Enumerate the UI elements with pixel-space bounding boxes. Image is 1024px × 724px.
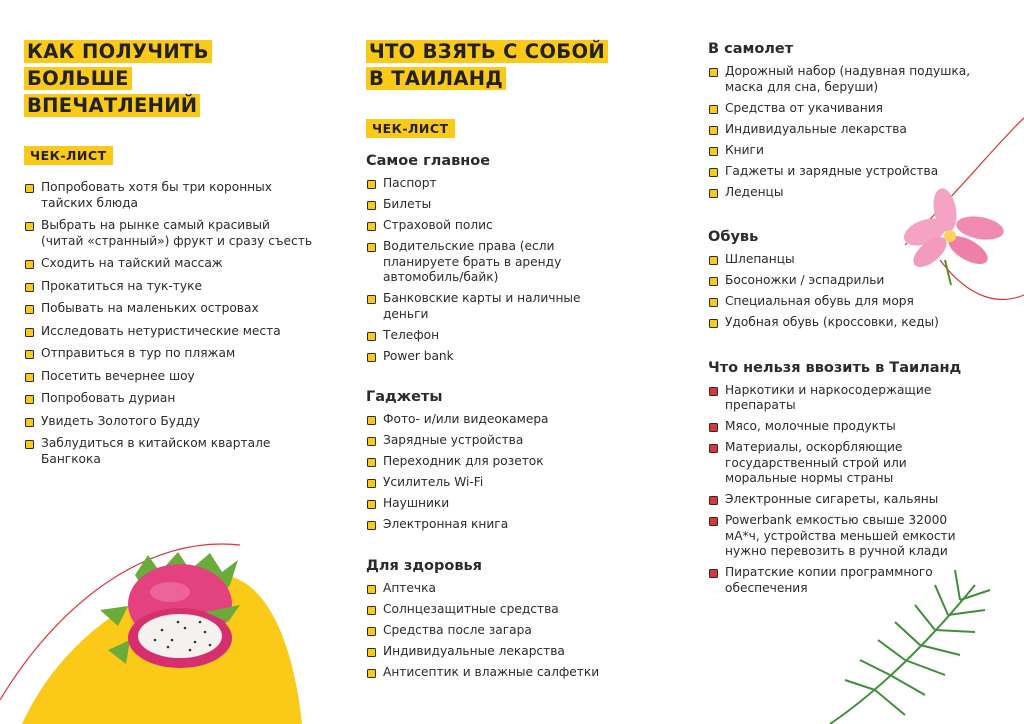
checkbox-icon xyxy=(367,332,376,341)
checkbox-icon xyxy=(25,305,34,314)
checkbox-icon xyxy=(709,168,718,177)
section-title: Самое главное xyxy=(366,153,491,169)
checklist-item-label: Попробовать хотя бы три коронных тайских блюда xyxy=(41,180,272,210)
dragon-fruit-illustration xyxy=(100,552,240,668)
checklist-section xyxy=(366,152,626,364)
checklist-item xyxy=(366,644,626,660)
checkbox-icon xyxy=(25,418,34,427)
checklist-item-label: Отправиться в тур по пляжам xyxy=(41,346,236,360)
checklist-item xyxy=(366,623,626,639)
checklist-item xyxy=(708,565,978,596)
checklist-item xyxy=(24,218,314,249)
checklist-item-label: Побывать на маленьких островах xyxy=(41,301,259,315)
checklist-item xyxy=(24,180,314,211)
column-impressions xyxy=(24,38,314,474)
checklist-item-label: Банковские карты и наличные деньги xyxy=(383,291,581,321)
checklist-item-label: Попробовать дуриан xyxy=(41,391,176,405)
checklist-item-label: Средства от укачивания xyxy=(725,100,883,115)
checklist-item-label: Средства после загара xyxy=(383,622,532,637)
checkbox-icon xyxy=(25,395,34,404)
checklist-item xyxy=(366,496,626,512)
checkbox-icon xyxy=(25,283,34,292)
checkbox-icon xyxy=(367,648,376,657)
section-title: Для здоровья xyxy=(366,557,482,574)
section-list xyxy=(366,176,626,364)
checklist-item-label: Индивидуальные лекарства xyxy=(383,643,565,658)
checklist-item-label: Леденцы xyxy=(725,184,784,199)
checklist-item-label: Солнцезащитные средства xyxy=(383,601,559,616)
checklist-item-label: Босоножки / эспадрильи xyxy=(725,273,885,287)
section-list xyxy=(366,412,626,533)
section-list xyxy=(708,383,978,597)
checklist-section xyxy=(708,359,978,597)
checklist-item xyxy=(708,101,978,117)
checklist-item-label: Увидеть Золотого Будду xyxy=(41,413,201,428)
checklist-item-label: Специальная обувь для моря xyxy=(725,294,914,308)
checkbox-icon xyxy=(25,222,34,231)
checklist-item-label: Переходник для розеток xyxy=(383,454,544,468)
checklist-item xyxy=(708,492,978,508)
checklist-item-label: Пиратские копии программного обеспечения xyxy=(725,565,933,595)
checklist-item-label: Индивидуальные лекарства xyxy=(725,121,907,136)
checkbox-icon xyxy=(367,295,376,304)
checkbox-icon xyxy=(367,416,376,425)
checkbox-icon xyxy=(367,353,376,362)
checkbox-icon xyxy=(367,201,376,210)
checklist-section xyxy=(366,557,626,681)
checklist-item xyxy=(708,294,978,310)
checklist-item-label: Паспорт xyxy=(383,176,437,190)
checkbox-icon xyxy=(367,479,376,488)
checklist-tag: ЧЕК-ЛИСТ xyxy=(24,146,113,165)
section-title: Что нельзя ввозить в Таиланд xyxy=(708,359,962,376)
checkbox-icon xyxy=(25,328,34,337)
section-title: В самолет xyxy=(708,41,794,57)
checklist-item xyxy=(24,414,314,430)
headline-what-to-take: ЧТО ВЗЯТЬ С СОБОЙ В ТАИЛАНД xyxy=(366,38,606,92)
checklist-section xyxy=(366,388,626,533)
checkbox-icon xyxy=(25,350,34,359)
checklist-item-label: Электронная книга xyxy=(383,517,509,531)
checkbox-icon xyxy=(709,517,718,526)
checkbox-icon xyxy=(367,500,376,509)
checklist-item-label: Посетить вечернее шоу xyxy=(41,368,195,383)
take-sections xyxy=(366,152,626,680)
checklist-item xyxy=(366,291,626,322)
checkbox-icon xyxy=(367,606,376,615)
checklist-item-label: Мясо, молочные продукты xyxy=(725,419,896,433)
checkbox-icon xyxy=(709,444,718,453)
checklist-item-label: Водительские права (если планируете брать в аренду автомобиль/байк) xyxy=(383,239,562,284)
checklist-item xyxy=(366,475,626,491)
checklist-item xyxy=(708,252,978,268)
checklist-item-label: Прокатиться на тук-туке xyxy=(41,278,202,293)
checklist-item xyxy=(366,433,626,449)
checklist-item xyxy=(24,369,314,385)
checkbox-icon xyxy=(25,184,34,193)
checklist-item-label: Фото- и/или видеокамера xyxy=(383,412,549,426)
section-title: Гаджеты xyxy=(366,389,443,405)
checklist-item xyxy=(366,349,626,365)
category-sections xyxy=(708,40,978,596)
checkbox-icon xyxy=(709,256,718,265)
checklist-item-label: Удобная обувь (кроссовки, кеды) xyxy=(725,315,939,329)
checkbox-icon xyxy=(709,423,718,432)
checklist-item-label: Powerbank емкостью свыше 32000 мА*ч, устройства меньшей емкости нужно перевозить в ручной клади xyxy=(725,513,956,558)
checkbox-icon xyxy=(709,319,718,328)
checklist-item xyxy=(366,176,626,192)
checklist-item-label: Аптечка xyxy=(383,580,436,595)
checklist-item-label: Шлепанцы xyxy=(725,252,795,266)
checkbox-icon xyxy=(709,387,718,396)
checkbox-icon xyxy=(709,277,718,286)
checklist-section xyxy=(708,228,978,331)
checkbox-icon xyxy=(709,126,718,135)
checklist-item xyxy=(366,517,626,533)
column-categories xyxy=(708,40,978,602)
checklist-item xyxy=(366,665,626,681)
checklist-item-label: Гаджеты и зарядные устройства xyxy=(725,163,939,178)
checklist-item xyxy=(24,301,314,317)
checklist-item xyxy=(708,122,978,138)
checklist-item-label: Зарядные устройства xyxy=(383,433,524,447)
checkbox-icon xyxy=(367,585,376,594)
checkbox-icon xyxy=(367,180,376,189)
checklist-item xyxy=(708,273,978,289)
checklist-item-label: Исследовать нетуристические места xyxy=(41,323,281,338)
checklist-item-label: Наркотики и наркосодержащие препараты xyxy=(725,382,932,412)
checklist-item-label: Электронные сигареты, кальяны xyxy=(725,492,939,506)
checkbox-icon xyxy=(367,669,376,678)
checklist-item xyxy=(366,581,626,597)
checkbox-icon xyxy=(25,440,34,449)
section-list xyxy=(708,64,978,200)
headline-impressions: КАК ПОЛУЧИТЬ БОЛЬШЕ ВПЕЧАТЛЕНИЙ xyxy=(24,38,306,119)
checklist-item-label: Сходить на тайский массаж xyxy=(41,256,223,270)
section-list xyxy=(366,581,626,681)
checklist-item xyxy=(708,64,978,95)
checkbox-icon xyxy=(709,105,718,114)
checklist-item xyxy=(366,328,626,344)
checkbox-icon xyxy=(367,458,376,467)
checklist-item-label: Дорожный набор (надувная подушка, маска для сна, беруши) xyxy=(725,64,971,94)
checklist-item xyxy=(24,436,314,467)
checklist-item xyxy=(708,164,978,180)
checklist-section xyxy=(708,40,978,200)
checkbox-icon xyxy=(709,298,718,307)
checklist-tag: ЧЕК-ЛИСТ xyxy=(366,119,455,138)
checklist-item xyxy=(24,346,314,362)
checklist-item-label: Страховой полис xyxy=(383,218,493,232)
checkbox-icon xyxy=(367,521,376,530)
checkbox-icon xyxy=(367,437,376,446)
checklist-item xyxy=(708,440,978,487)
checkbox-icon xyxy=(25,260,34,269)
checklist-item xyxy=(24,324,314,340)
checklist-item-label: Материалы, оскорбляющие государственный строй или моральные нормы страны xyxy=(725,440,907,485)
checkbox-icon xyxy=(709,496,718,505)
checkbox-icon xyxy=(709,147,718,156)
checklist-item xyxy=(708,143,978,159)
checklist-item-label: Заблудиться в китайском квартале Бангкока xyxy=(41,436,271,466)
checklist-item xyxy=(708,383,978,414)
checklist-item-label: Power bank xyxy=(383,348,454,363)
checklist-item xyxy=(708,513,978,560)
checklist-item-label: Книги xyxy=(725,142,764,157)
section-title: Обувь xyxy=(708,229,759,245)
checklist-item xyxy=(24,256,314,272)
checklist-item xyxy=(366,197,626,213)
checklist-item xyxy=(366,412,626,428)
checkbox-icon xyxy=(709,68,718,77)
checklist-item-label: Усилитель Wi-Fi xyxy=(383,475,484,489)
checklist-item xyxy=(366,602,626,618)
checklist-item xyxy=(708,419,978,435)
column-what-to-take xyxy=(366,38,626,686)
checkbox-icon xyxy=(367,222,376,231)
checklist-item-label: Выбрать на рынке самый красивый (читай «странный») фрукт и сразу съесть xyxy=(41,218,313,248)
checklist-item xyxy=(24,391,314,407)
checkbox-icon xyxy=(367,243,376,252)
checkbox-icon xyxy=(709,189,718,198)
checklist-item xyxy=(366,239,626,286)
checkbox-icon xyxy=(709,569,718,578)
checklist-item xyxy=(24,279,314,295)
checklist-item xyxy=(708,185,978,201)
checklist-item-label: Телефон xyxy=(383,327,440,342)
checkbox-icon xyxy=(25,373,34,382)
checkbox-icon xyxy=(367,627,376,636)
checklist-item xyxy=(366,218,626,234)
checklist-item-label: Наушники xyxy=(383,496,450,510)
checklist-item xyxy=(708,315,978,331)
checklist-item-label: Антисептик и влажные салфетки xyxy=(383,664,600,679)
impressions-checklist xyxy=(24,180,314,467)
checklist-item xyxy=(366,454,626,470)
section-list xyxy=(708,252,978,331)
checklist-item-label: Билеты xyxy=(383,197,432,211)
